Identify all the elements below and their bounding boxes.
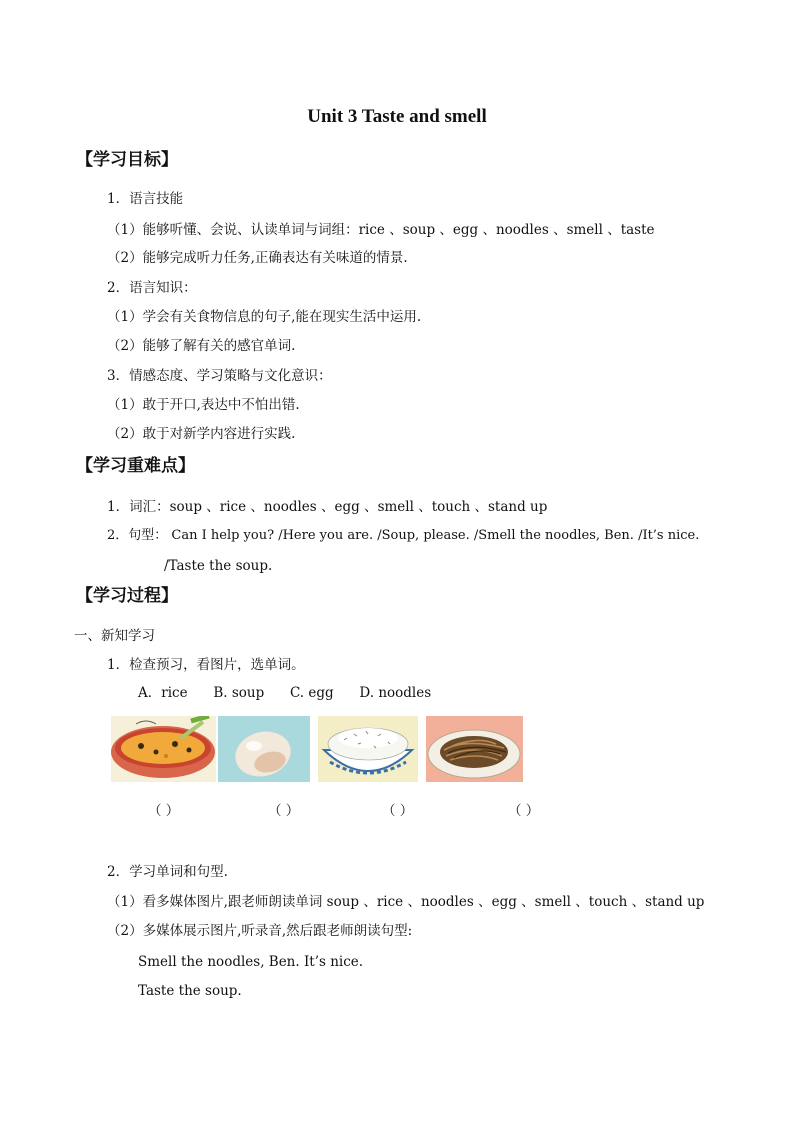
goal-item-2a: （1）学会有关食物信息的句子,能在现实生活中运用. xyxy=(107,309,422,325)
soup-picture xyxy=(111,716,216,782)
process-step-2a: （1）看多媒体图片,跟老师朗读单词 soup 、rice 、noodles 、egg 、smell 、touch 、stand up xyxy=(107,894,705,910)
process-step-2b: （2）多媒体展示图片,听录音,然后跟老师朗读句型: xyxy=(107,923,413,939)
rice-bowl-icon xyxy=(318,716,418,782)
keypoint-vocab: 1．词汇：soup 、rice 、noodles 、egg 、smell 、touch 、stand up xyxy=(107,499,548,515)
answer-blank-3[interactable]: （ ） xyxy=(382,803,414,819)
goal-item-1: 1．语言技能 xyxy=(107,191,184,207)
rice-picture xyxy=(318,716,418,782)
sentence-1: Smell the noodles, Ben. It’s nice. xyxy=(138,954,364,970)
goal-item-2b: （2）能够了解有关的感官单词. xyxy=(107,338,296,354)
answer-blank-2[interactable]: （ ） xyxy=(268,803,300,819)
section-heading-goals: 【学习目标】 xyxy=(76,150,178,170)
goal-item-1b: （2）能够完成听力任务,正确表达有关味道的情景. xyxy=(107,250,408,266)
goal-item-3b: （2）敢于对新学内容进行实践. xyxy=(107,426,296,442)
page-title: Unit 3 Taste and smell xyxy=(307,106,487,127)
keypoint-patterns-cont: /Taste the soup. xyxy=(164,558,273,574)
process-step-2: 2．学习单词和句型. xyxy=(107,864,228,880)
noodles-plate-icon xyxy=(426,716,523,782)
process-step-1: 1．检查预习，看图片，选单词。 xyxy=(107,657,305,673)
sentence-2: Taste the soup. xyxy=(138,983,242,999)
answer-blank-4[interactable]: （ ） xyxy=(508,803,540,819)
section-heading-process: 【学习过程】 xyxy=(76,586,178,606)
goal-item-3a: （1）敢于开口,表达中不怕出错. xyxy=(107,397,300,413)
goal-item-2: 2．语言知识： xyxy=(107,280,197,296)
process-part-1: 一、新知学习 xyxy=(74,628,155,644)
keypoint-patterns: 2．句型： Can I help you? /Here you are. /Soup, please. /Smell the noodles, Ben. /It’s nice. xyxy=(107,528,700,543)
goal-item-1a: （1）能够听懂、会说、认读单词与词组：rice 、soup 、egg 、noodles 、smell 、taste xyxy=(107,222,655,238)
egg-picture xyxy=(218,716,310,782)
answer-blank-1[interactable]: （ ） xyxy=(148,803,180,819)
egg-icon xyxy=(218,716,310,782)
section-heading-keypoints: 【学习重难点】 xyxy=(76,456,195,476)
goal-item-3: 3．情感态度、学习策略与文化意识： xyxy=(107,368,332,384)
word-options: A．rice B. soup C. egg D. noodles xyxy=(138,685,432,701)
noodles-picture xyxy=(426,716,523,782)
soup-bowl-icon xyxy=(111,716,216,782)
